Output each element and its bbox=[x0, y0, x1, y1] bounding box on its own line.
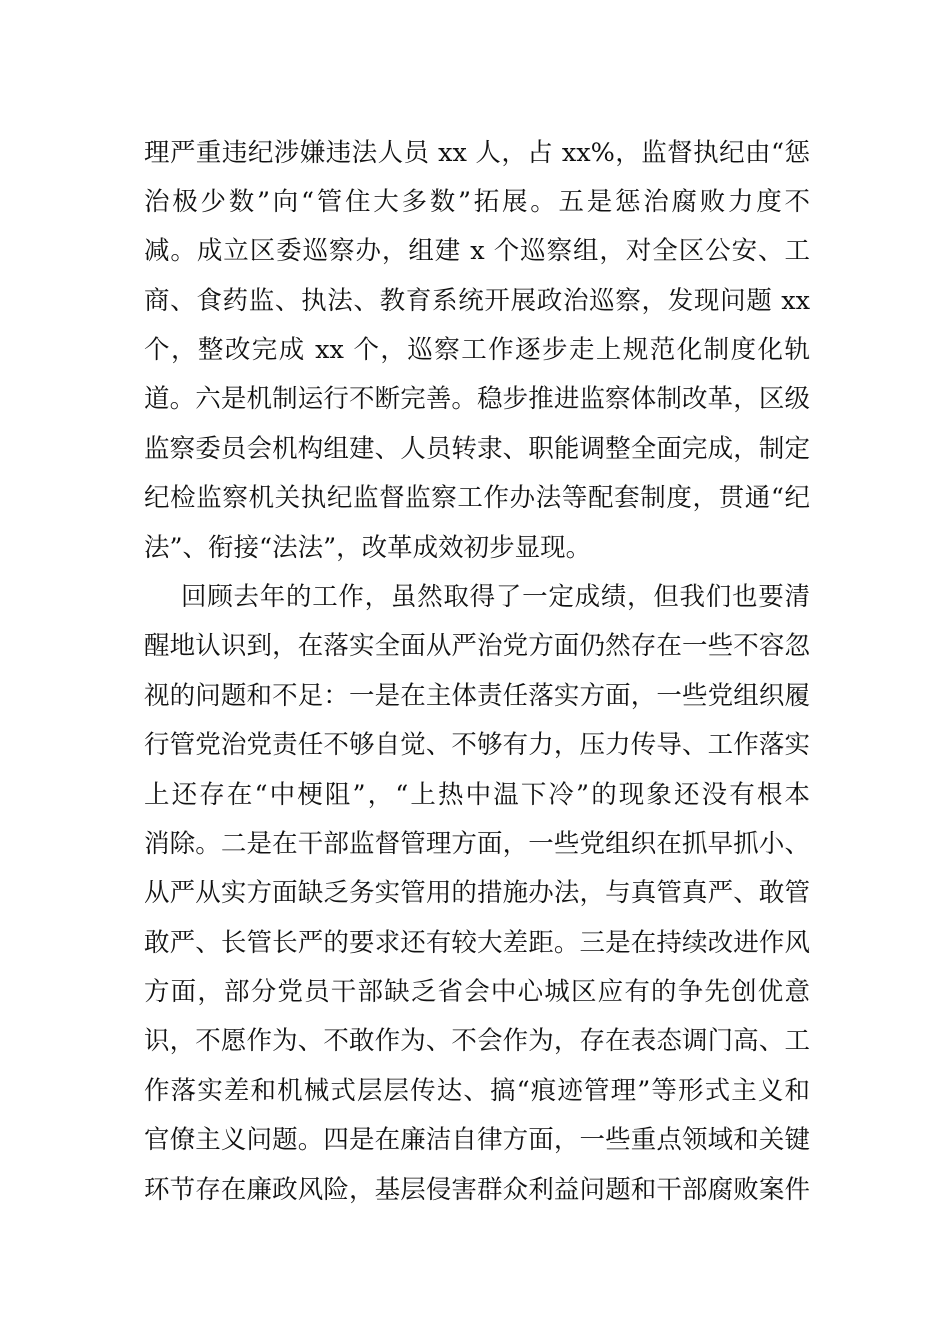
text-line: 回顾去年的工作，虽然取得了一定成绩，但我们也要清 bbox=[181, 582, 810, 612]
text-line: 从严从实方面缺乏务实管用的措施办法，与真管真严、敢管 bbox=[144, 878, 810, 908]
text-line: 监察委员会机构组建、人员转隶、职能调整全面完成，制定 bbox=[144, 434, 810, 464]
text-line: 理严重违纪涉嫌违法人员 xx 人，占 xx%，监督执纪由“惩 bbox=[144, 138, 810, 168]
text-line: 治极少数”向“管住大多数”拓展。五是惩治腐败力度不 bbox=[144, 187, 810, 217]
text-line: 敢严、长管长严的要求还有较大差距。三是在持续改进作风 bbox=[144, 928, 810, 958]
text-line: 纪检监察机关执纪监督监察工作办法等配套制度，贯通“纪 bbox=[144, 483, 810, 513]
text-line: 识，不愿作为、不敢作为、不会作为，存在表态调门高、工 bbox=[144, 1026, 810, 1056]
text-line: 行管党治党责任不够自觉、不够有力，压力传导、工作落实 bbox=[144, 730, 810, 760]
text-line: 法”、衔接“法法”，改革成效初步显现。 bbox=[144, 533, 592, 563]
text-line: 上还存在“中梗阻”，“上热中温下冷”的现象还没有根本 bbox=[144, 780, 810, 810]
text-line: 方面，部分党员干部缺乏省会中心城区应有的争先创优意 bbox=[144, 977, 810, 1007]
text-line: 作落实差和机械式层层传达、搞“痕迹管理”等形式主义和 bbox=[144, 1076, 810, 1106]
text-line: 商、食药监、执法、教育系统开展政治巡察，发现问题 xx bbox=[144, 286, 810, 316]
text-line: 环节存在廉政风险，基层侵害群众利益问题和干部腐败案件 bbox=[144, 1175, 810, 1205]
text-line: 视的问题和不足：一是在主体责任落实方面，一些党组织履 bbox=[144, 681, 810, 711]
text-line: 消除。二是在干部监督管理方面，一些党组织在抓早抓小、 bbox=[144, 829, 810, 859]
text-line: 醒地认识到，在落实全面从严治党方面仍然存在一些不容忽 bbox=[144, 631, 810, 661]
text-line: 个，整改完成 xx 个，巡察工作逐步走上规范化制度化轨 bbox=[144, 335, 810, 365]
text-line: 官僚主义问题。四是在廉洁自律方面，一些重点领域和关键 bbox=[144, 1125, 810, 1155]
text-line: 减。成立区委巡察办，组建 x 个巡察组，对全区公安、工 bbox=[144, 236, 810, 266]
text-line: 道。六是机制运行不断完善。稳步推进监察体制改革，区级 bbox=[144, 384, 810, 414]
